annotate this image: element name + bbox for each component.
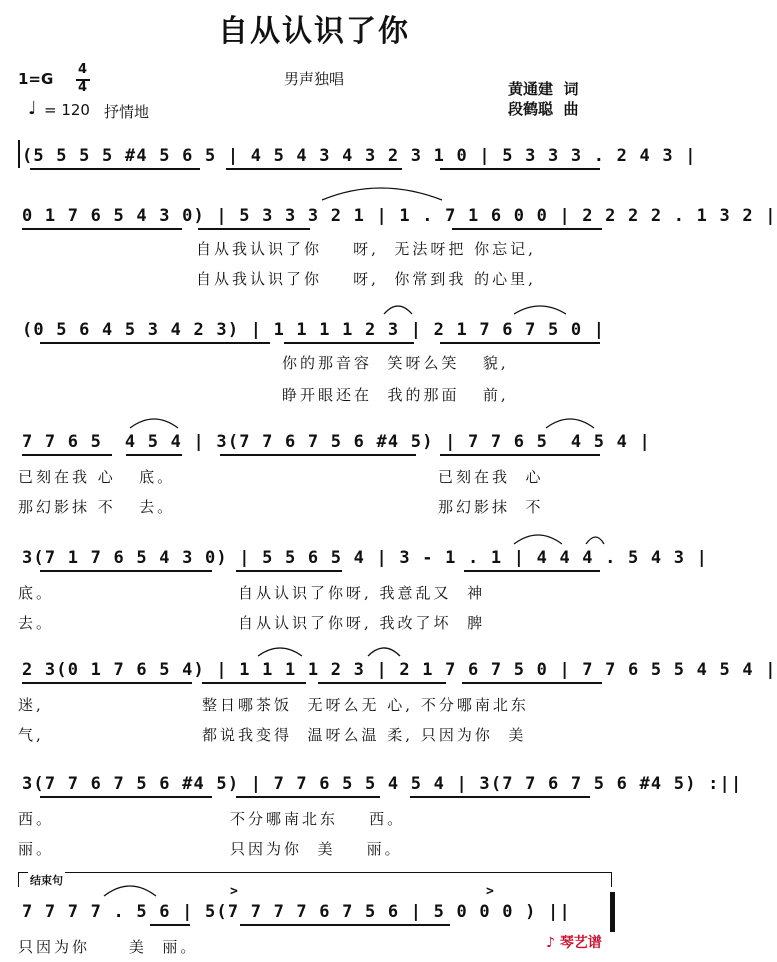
accent-mark: > <box>486 884 496 899</box>
page-title: 自从认识了你 <box>218 14 410 49</box>
lyrics-row-6-verse-2: 都说我变得 温呀么温 柔, 只因为你 美 <box>202 726 527 744</box>
score-row-1: (5 5 5 5 #4 5 6 5 | 4 5 4 3 4 3 2 3 1 0 | 5 3 3 3 . 2 4 3 | <box>22 146 697 166</box>
time-signature-bottom: 4 <box>78 80 88 95</box>
lyrics-row-7-verse-2: 只因为你 美 丽。 <box>230 840 403 858</box>
lyrics-row-6-left-verse-2: 气, <box>18 726 44 744</box>
slur <box>586 537 604 544</box>
score-row-6: 2 3(0 1 7 6 5 4) | 1 1 1 1 2 3 | 2 1 7 6 7 5 0 | 7 7 6 5 5 4 5 4 | <box>22 660 777 680</box>
composer: 段鹤聪 曲 <box>508 100 579 118</box>
lyrics-row-4-verse-2: 那幻影抹 不 去。 <box>18 498 176 516</box>
lyrics-row-4-right-verse-1: 已刻在我 心 <box>438 468 544 486</box>
slur <box>368 648 400 656</box>
score-row-8: 7 7 7 7 . 5 6 | 5(7 7 7 7 6 7 5 6 | 5 0 0 0 ) || <box>22 902 571 922</box>
slur <box>104 886 156 896</box>
score-row-2: 0 1 7 6 5 4 3 0) | 5 3 3 3 2 1 | 1 . 7 1 6 0 0 | 2 2 2 2 . 1 3 2 | <box>22 206 777 226</box>
lyrics-row-2-verse-1: 自从我认识了你 呀, 无法呀把 你忘记, <box>196 240 536 258</box>
slur <box>514 306 566 314</box>
slur <box>258 648 302 656</box>
slur <box>130 419 178 428</box>
quarter-note-icon: ♩ <box>28 98 37 119</box>
score-row-7: 3(7 7 6 7 5 6 #4 5) | 7 7 6 5 5 4 5 4 | 3(7 7 6 7 5 6 #4 5) :|| <box>22 774 743 794</box>
lyrics-row-5-verse-1: 自从认识了你呀, 我意乱又 神 <box>238 584 486 602</box>
lyricist: 黄通建 词 <box>508 80 579 98</box>
lyrics-row-6-left-verse-1: 迷, <box>18 696 44 714</box>
slur <box>546 419 594 428</box>
tempo: = 120 <box>44 101 90 119</box>
lyrics-row-3-verse-2: 睁开眼还在 我的那面 前, <box>282 386 509 404</box>
performance-type: 男声独唱 <box>284 70 345 88</box>
lyrics-row-8: 只因为你 美 丽。 <box>18 938 199 956</box>
score-row-4: 7 7 6 5 4 5 4 | 3(7 7 6 7 5 6 #4 5) | 7 7 6 5 4 5 4 | <box>22 432 651 452</box>
slur <box>514 535 562 544</box>
lyrics-row-6-verse-1: 整日哪茶饭 无呀么无 心, 不分哪南北东 <box>202 696 529 714</box>
coda-label: 结束句 <box>30 874 63 887</box>
lyrics-row-5-verse-2: 自从认识了你呀, 我改了坏 脾 <box>238 614 486 632</box>
lyrics-row-7-verse-1: 不分哪南北东 西。 <box>230 810 406 828</box>
time-signature-top: 4 <box>78 62 88 77</box>
lyrics-row-7-left-verse-2: 丽。 <box>18 840 55 858</box>
slur <box>322 188 442 200</box>
lyrics-row-7-left-verse-1: 西。 <box>18 810 55 828</box>
site-logo: ♪ 琴艺谱 <box>546 935 602 951</box>
expression: 抒情地 <box>104 103 150 121</box>
accent-mark: > <box>230 884 240 899</box>
key-signature: 1=G <box>18 70 54 88</box>
lyrics-row-4-verse-1: 已刻在我 心 底。 <box>18 468 176 486</box>
lyrics-row-5-left-verse-1: 底。 <box>18 584 55 602</box>
score-row-3: (0 5 6 4 5 3 4 2 3) | 1 1 1 1 2 3 | 2 1 7 6 7 5 0 | <box>22 320 606 340</box>
lyrics-row-2-verse-2: 自从我认识了你 呀, 你常到我 的心里, <box>196 270 536 288</box>
logo-icon: ♪ <box>546 935 555 951</box>
lyrics-row-5-left-verse-2: 去。 <box>18 614 55 632</box>
score-row-5: 3(7 1 7 6 5 4 3 0) | 5 5 6 5 4 | 3 - 1 . 1 | 4 4 4 . 5 4 3 | <box>22 548 709 568</box>
slur <box>384 306 412 314</box>
lyrics-row-3-verse-1: 你的那音容 笑呀么笑 貌, <box>282 354 509 372</box>
lyrics-row-4-right-verse-2: 那幻影抹 不 <box>438 498 544 516</box>
